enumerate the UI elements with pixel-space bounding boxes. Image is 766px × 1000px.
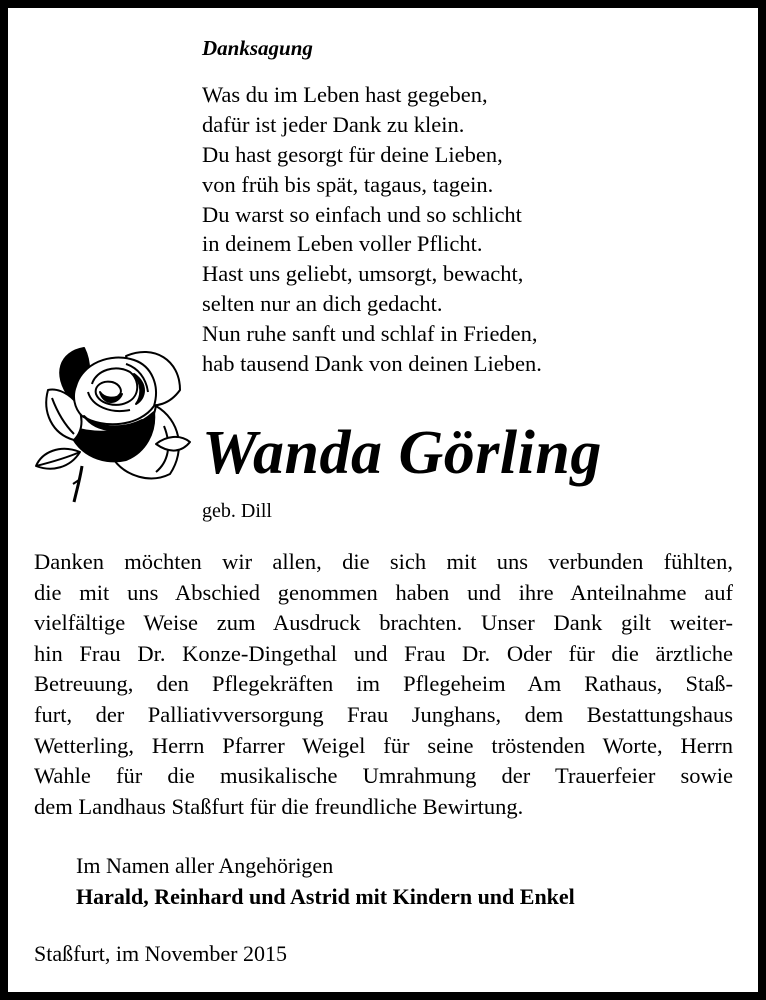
poem-line: Du hast gesorgt für deine Lieben, (202, 141, 503, 167)
poem-line: Nun ruhe sanft und schlaf in Frieden, (202, 321, 538, 347)
thanks-line: furt, der Palliativversorgung Frau Junghans, dem Bestattungshaus (34, 701, 733, 727)
thanks-line: Wetterling, Herrn Pfarrer Weigel für seine tröstenden Worte, Herrn (34, 732, 733, 758)
poem (202, 80, 542, 379)
thanks-line: vielfältige Weise zum Ausdruck brachten. Unser Dank gilt weiter- (34, 610, 733, 636)
maiden-name: geb. Dill (202, 500, 272, 522)
place-date: Staßfurt, im November 2015 (34, 941, 287, 966)
thanks-line: Betreuung, den Pflegekräften im Pflegeheim Am Rathaus, Staß- (34, 671, 733, 697)
poem-line: hab tausend Dank von deinen Lieben. (202, 351, 542, 377)
poem-line: selten nur an dich gedacht. (202, 291, 443, 317)
heading: Danksagung (202, 36, 313, 60)
obituary-card (8, 8, 758, 992)
signature-intro: Im Namen aller Angehörigen (76, 853, 334, 878)
thanks-line: hin Frau Dr. Konze-Dingethal und Frau Dr. Oder für die ärztliche (34, 640, 733, 666)
deceased-name: Wanda Görling (202, 419, 602, 487)
thanks-line: dem Landhaus Staßfurt für die freundliche Bewirtung. (34, 793, 524, 819)
poem-line: in deinem Leben voller Pflicht. (202, 231, 483, 257)
poem-line: von früh bis spät, tagaus, tagein. (202, 171, 494, 197)
poem-line: Was du im Leben hast gegeben, (202, 82, 488, 107)
thanks-line: die mit uns Abschied genommen haben und ihre Anteilnahme auf (34, 579, 733, 605)
thanks-line: Danken möchten wir allen, die sich mit uns verbunden fühlten, (34, 549, 733, 574)
thanks-paragraph (34, 547, 733, 822)
poem-line: Du warst so einfach und so schlicht (202, 201, 522, 227)
signature-names: Harald, Reinhard und Astrid mit Kindern und Enkel (76, 884, 575, 909)
poem-line: Hast uns geliebt, umsorgt, bewacht, (202, 261, 524, 287)
poem-line: dafür ist jeder Dank zu klein. (202, 111, 465, 137)
thanks-line: Wahle für die musikalische Umrahmung der Trauerfeier sowie (34, 763, 733, 789)
rose-icon (30, 334, 192, 504)
